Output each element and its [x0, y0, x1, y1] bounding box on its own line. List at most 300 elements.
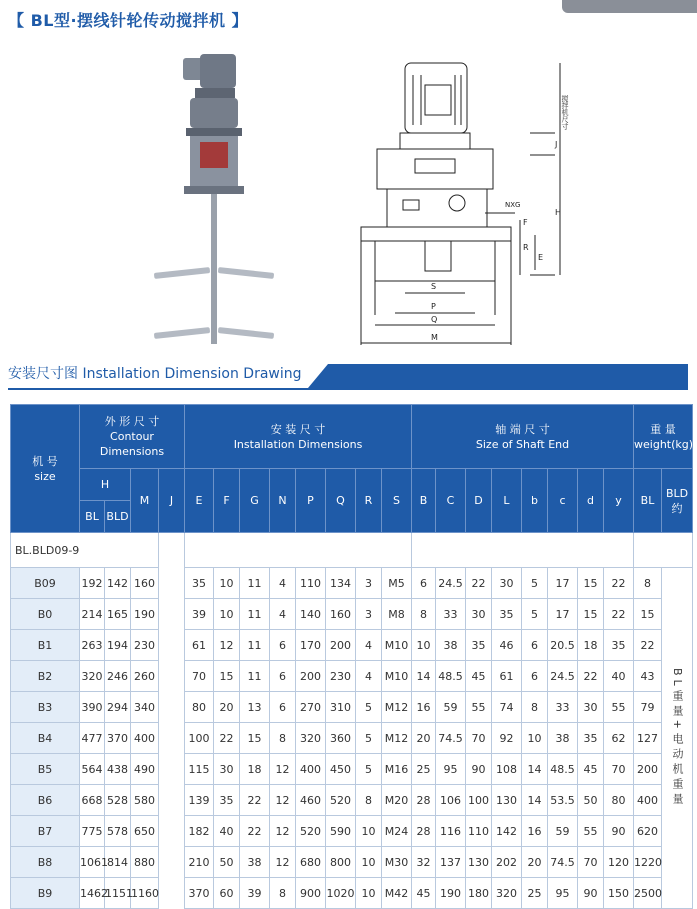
cell-l: 30: [492, 568, 522, 599]
cell-r: 10: [356, 816, 382, 847]
cell-p: 320: [296, 723, 326, 754]
table-row: [11, 692, 693, 723]
cell-s: M8: [382, 599, 412, 630]
header-y: y: [604, 469, 634, 533]
cell-h-bld: 528: [105, 785, 131, 816]
drawing-label-NXG: NXG: [505, 201, 521, 209]
cell-c: 59: [548, 816, 578, 847]
cell-j: [159, 568, 185, 599]
cell-d: 90: [578, 878, 604, 909]
cell-p: 170: [296, 630, 326, 661]
cell-b: 6: [412, 568, 436, 599]
cell-c: 33: [548, 692, 578, 723]
cell-b: 25: [522, 878, 548, 909]
cell-n: 8: [270, 878, 296, 909]
header-weight: [634, 405, 693, 469]
header-M: M: [131, 469, 159, 533]
dimension-table: [10, 404, 693, 909]
cell-c: 95: [436, 754, 466, 785]
header-weight-unit: 约: [671, 501, 683, 515]
cell-b: 45: [412, 878, 436, 909]
cell-l: 61: [492, 661, 522, 692]
cell-d: 35: [578, 723, 604, 754]
cell-n: 12: [270, 816, 296, 847]
cell-g: 22: [240, 816, 270, 847]
motor-body: [200, 54, 236, 88]
cell-h-bl: 263: [80, 630, 105, 661]
top-right-bar: [562, 0, 697, 13]
cell-c: 24.5: [436, 568, 466, 599]
cell-c: 48.5: [436, 661, 466, 692]
cell-d: 45: [466, 661, 492, 692]
cell-y: 70: [604, 754, 634, 785]
cell-s: M42: [382, 878, 412, 909]
cell-b: 6: [522, 630, 548, 661]
cell-y: 22: [604, 599, 634, 630]
cell-q: 200: [326, 630, 356, 661]
cell-s: M10: [382, 630, 412, 661]
cell-m: 230: [131, 630, 159, 661]
cell-g: 13: [240, 692, 270, 723]
subheader-weight-blank: [634, 533, 693, 568]
cell-w: 1220: [634, 847, 662, 878]
cell-n: 12: [270, 785, 296, 816]
cell-q: 134: [326, 568, 356, 599]
cell-s: M30: [382, 847, 412, 878]
cell-l: 320: [492, 878, 522, 909]
blade-upper-left: [154, 267, 210, 279]
header-b: b: [522, 469, 548, 533]
cell-c: 17: [548, 568, 578, 599]
header-contour: [80, 405, 185, 469]
header-weight-BLD: [662, 469, 693, 533]
cell-l: 92: [492, 723, 522, 754]
table-row: [11, 816, 693, 847]
cell-b: 10: [412, 630, 436, 661]
cell-c: 59: [436, 692, 466, 723]
drawing-label-S: S: [431, 282, 437, 291]
header-row-sub: [11, 469, 693, 501]
header-G: G: [240, 469, 270, 533]
header-Q: Q: [326, 469, 356, 533]
header-contour-en: Contour Dimensions: [99, 430, 165, 458]
cell-model: B8: [11, 847, 80, 878]
cell-g: 11: [240, 661, 270, 692]
cell-b: 28: [412, 816, 436, 847]
cell-w: 22: [634, 630, 662, 661]
cell-q: 520: [326, 785, 356, 816]
cell-m: 880: [131, 847, 159, 878]
cell-w: 79: [634, 692, 662, 723]
cell-f: 22: [214, 723, 240, 754]
header-R: R: [356, 469, 382, 533]
cell-f: 12: [214, 630, 240, 661]
cell-j: [159, 754, 185, 785]
cell-g: 39: [240, 878, 270, 909]
cell-p: 400: [296, 754, 326, 785]
header-contour-cn: 外 形 尺 寸: [104, 415, 160, 428]
cell-model: B1: [11, 630, 80, 661]
table-row: [11, 630, 693, 661]
subheader-install-blank: [185, 533, 412, 568]
cell-e: 100: [185, 723, 214, 754]
cell-r: 5: [356, 692, 382, 723]
cell-g: 22: [240, 785, 270, 816]
cell-f: 30: [214, 754, 240, 785]
cell-m: 490: [131, 754, 159, 785]
cell-y: 90: [604, 816, 634, 847]
cell-h-bld: 294: [105, 692, 131, 723]
header-row-group: [11, 405, 693, 469]
cell-f: 10: [214, 568, 240, 599]
cell-r: 10: [356, 847, 382, 878]
cell-s: M10: [382, 661, 412, 692]
cell-d: 22: [578, 661, 604, 692]
cell-h-bl: 668: [80, 785, 105, 816]
cell-j: [159, 661, 185, 692]
cell-n: 4: [270, 599, 296, 630]
cell-h-bl: 477: [80, 723, 105, 754]
cell-q: 230: [326, 661, 356, 692]
cell-s: M12: [382, 692, 412, 723]
cell-m: 160: [131, 568, 159, 599]
cell-c: 106: [436, 785, 466, 816]
header-H: H: [80, 469, 131, 501]
subheader-shaft-blank: [412, 533, 634, 568]
table-row: [11, 754, 693, 785]
installation-drawing: [355, 55, 580, 350]
agitator-shaft: [211, 194, 217, 344]
section-title-en: Installation Dimension Drawing: [82, 366, 302, 382]
cell-y: 55: [604, 692, 634, 723]
cell-r: 3: [356, 599, 382, 630]
cell-model: B3: [11, 692, 80, 723]
cell-y: 120: [604, 847, 634, 878]
cell-c: 74.5: [436, 723, 466, 754]
product-photo: [150, 50, 280, 350]
cell-w: 400: [634, 785, 662, 816]
cell-m: 260: [131, 661, 159, 692]
cell-m: 190: [131, 599, 159, 630]
section-underline: [8, 388, 688, 390]
cell-c: 48.5: [548, 754, 578, 785]
cell-y: 80: [604, 785, 634, 816]
header-shaft-cn: 轴 端 尺 寸: [495, 422, 550, 436]
cell-d: 90: [466, 754, 492, 785]
cell-p: 110: [296, 568, 326, 599]
cell-d: 50: [578, 785, 604, 816]
cell-p: 680: [296, 847, 326, 878]
section-tab: [308, 364, 688, 388]
cell-c: 53.5: [548, 785, 578, 816]
cell-b: 25: [412, 754, 436, 785]
cell-b: 16: [412, 692, 436, 723]
cell-g: 11: [240, 599, 270, 630]
header-F: F: [214, 469, 240, 533]
header-E: E: [185, 469, 214, 533]
cell-s: M16: [382, 754, 412, 785]
cell-q: 160: [326, 599, 356, 630]
header-d: d: [578, 469, 604, 533]
cell-h-bl: 214: [80, 599, 105, 630]
cell-d: 15: [578, 599, 604, 630]
cell-y: 150: [604, 878, 634, 909]
cell-g: 15: [240, 723, 270, 754]
subheader-label: BL.BLD09-9: [11, 533, 159, 568]
cell-d: 18: [578, 630, 604, 661]
cell-n: 12: [270, 847, 296, 878]
header-model-cn: 机 号: [32, 454, 58, 468]
cell-w: 2500: [634, 878, 662, 909]
cell-f: 35: [214, 785, 240, 816]
cell-n: 4: [270, 568, 296, 599]
table-body: [11, 533, 693, 909]
cell-l: 142: [492, 816, 522, 847]
cell-q: 800: [326, 847, 356, 878]
section-header: [8, 360, 688, 390]
cell-h-bld: 438: [105, 754, 131, 785]
weight-note: BL重量+电动机重量: [662, 568, 693, 909]
cell-f: 15: [214, 661, 240, 692]
table-row: [11, 785, 693, 816]
cell-model: B9: [11, 878, 80, 909]
cell-n: 6: [270, 692, 296, 723]
cell-h-bl: 1061: [80, 847, 105, 878]
cell-h-bl: 564: [80, 754, 105, 785]
cell-c: 38: [548, 723, 578, 754]
cell-h-bld: 814: [105, 847, 131, 878]
header-install-en: Installation Dimensions: [233, 437, 363, 451]
cell-m: 580: [131, 785, 159, 816]
drawing-label-E: E: [538, 253, 544, 262]
cell-r: 3: [356, 568, 382, 599]
cell-f: 40: [214, 816, 240, 847]
cell-c: 33: [436, 599, 466, 630]
cell-h-bld: 194: [105, 630, 131, 661]
cell-b: 10: [522, 723, 548, 754]
cell-w: 15: [634, 599, 662, 630]
cell-model: B4: [11, 723, 80, 754]
cell-l: 35: [492, 599, 522, 630]
cell-b: 14: [522, 754, 548, 785]
cell-c: 17: [548, 599, 578, 630]
header-model: [11, 405, 80, 533]
table-row: [11, 599, 693, 630]
cell-h-bl: 390: [80, 692, 105, 723]
cell-model: B2: [11, 661, 80, 692]
cell-l: 130: [492, 785, 522, 816]
cell-c: 20.5: [548, 630, 578, 661]
cell-l: 108: [492, 754, 522, 785]
blade-lower-right: [218, 327, 274, 339]
header-weight-en: weight(kg): [634, 437, 694, 451]
cell-d: 45: [578, 754, 604, 785]
header-J: J: [159, 469, 185, 533]
section-title: [8, 363, 302, 383]
cell-b: 8: [522, 692, 548, 723]
cell-model: B09: [11, 568, 80, 599]
cell-r: 4: [356, 661, 382, 692]
page-title: 【 BL型·摆线针轮传动搅拌机 】: [8, 11, 249, 30]
cell-d: 30: [466, 599, 492, 630]
cell-w: 127: [634, 723, 662, 754]
cell-b: 5: [522, 599, 548, 630]
subheader-row: [11, 533, 693, 568]
drawing-label-R: R: [523, 243, 529, 252]
cell-h-bl: 192: [80, 568, 105, 599]
cell-e: 80: [185, 692, 214, 723]
section-title-cn: 安装尺寸图: [8, 366, 78, 382]
cell-d: 35: [466, 630, 492, 661]
cell-e: 210: [185, 847, 214, 878]
cell-j: [159, 692, 185, 723]
cell-e: 139: [185, 785, 214, 816]
cell-y: 35: [604, 630, 634, 661]
cell-h-bl: 320: [80, 661, 105, 692]
cell-j: [159, 878, 185, 909]
cell-m: 1160: [131, 878, 159, 909]
cell-b: 32: [412, 847, 436, 878]
cell-r: 4: [356, 630, 382, 661]
cell-y: 40: [604, 661, 634, 692]
cell-n: 12: [270, 754, 296, 785]
cell-c: 95: [548, 878, 578, 909]
cell-q: 360: [326, 723, 356, 754]
drawing-label-F: F: [523, 218, 528, 227]
cell-d: 180: [466, 878, 492, 909]
cell-w: 8: [634, 568, 662, 599]
cell-c: 137: [436, 847, 466, 878]
cell-y: 22: [604, 568, 634, 599]
cell-r: 10: [356, 878, 382, 909]
cell-d: 55: [578, 816, 604, 847]
mounting-flange: [184, 186, 244, 194]
cell-s: M24: [382, 816, 412, 847]
table-row: [11, 568, 693, 599]
header-shaft: [412, 405, 634, 469]
cell-b: 28: [412, 785, 436, 816]
cell-d: 100: [466, 785, 492, 816]
header-weight-BL: BL: [634, 469, 662, 533]
cell-p: 900: [296, 878, 326, 909]
cell-h-bl: 1462: [80, 878, 105, 909]
table-row: [11, 847, 693, 878]
header-H-BLD: BLD: [105, 501, 131, 533]
cell-q: 590: [326, 816, 356, 847]
cell-model: B6: [11, 785, 80, 816]
cell-c: 116: [436, 816, 466, 847]
cell-c: 24.5: [548, 661, 578, 692]
cell-g: 11: [240, 630, 270, 661]
cell-j: [159, 630, 185, 661]
subheader-gap: [159, 533, 185, 568]
drawing-label-J: J: [555, 140, 558, 149]
cell-j: [159, 816, 185, 847]
cell-b: 14: [522, 785, 548, 816]
cell-j: [159, 599, 185, 630]
drawing-label-M: M: [431, 333, 438, 342]
header-c: c: [548, 469, 578, 533]
header-P: P: [296, 469, 326, 533]
cell-m: 650: [131, 816, 159, 847]
cell-d: 110: [466, 816, 492, 847]
cell-y: 62: [604, 723, 634, 754]
header-N: N: [270, 469, 296, 533]
blade-lower-left: [154, 327, 210, 339]
header-weight-cn: 重 量: [650, 422, 676, 436]
cell-d: 70: [578, 847, 604, 878]
cell-w: 43: [634, 661, 662, 692]
cell-h-bld: 246: [105, 661, 131, 692]
header-D: D: [466, 469, 492, 533]
cell-l: 74: [492, 692, 522, 723]
table-row: [11, 661, 693, 692]
cell-g: 11: [240, 568, 270, 599]
cell-b: 5: [522, 568, 548, 599]
cell-j: [159, 723, 185, 754]
cell-q: 310: [326, 692, 356, 723]
cell-b: 14: [412, 661, 436, 692]
cell-c: 74.5: [548, 847, 578, 878]
cell-q: 450: [326, 754, 356, 785]
cell-n: 8: [270, 723, 296, 754]
cell-s: M12: [382, 723, 412, 754]
cell-m: 400: [131, 723, 159, 754]
header-S: S: [382, 469, 412, 533]
cell-w: 620: [634, 816, 662, 847]
coupling-red: [200, 142, 228, 168]
cell-s: M20: [382, 785, 412, 816]
cell-m: 340: [131, 692, 159, 723]
cell-b: 20: [522, 847, 548, 878]
cell-p: 270: [296, 692, 326, 723]
cell-d: 15: [578, 568, 604, 599]
cell-p: 460: [296, 785, 326, 816]
cell-q: 1020: [326, 878, 356, 909]
cell-e: 182: [185, 816, 214, 847]
cell-e: 115: [185, 754, 214, 785]
cell-b: 6: [522, 661, 548, 692]
cell-d: 70: [466, 723, 492, 754]
drawing-label-side-note: 搅拌机尺寸: [561, 95, 569, 130]
cell-model: B7: [11, 816, 80, 847]
header-L: L: [492, 469, 522, 533]
header-weight-BLD-label: BLD: [665, 486, 689, 500]
header-install: [185, 405, 412, 469]
table-head: [11, 405, 693, 533]
gear-reducer: [190, 98, 238, 128]
cell-p: 520: [296, 816, 326, 847]
drawing-label-Q: Q: [431, 315, 438, 324]
cell-s: M5: [382, 568, 412, 599]
cell-n: 6: [270, 630, 296, 661]
cell-e: 39: [185, 599, 214, 630]
cell-h-bld: 1151: [105, 878, 131, 909]
cell-p: 140: [296, 599, 326, 630]
drawing-label-H: H: [555, 208, 562, 217]
cell-w: 200: [634, 754, 662, 785]
cell-model: B5: [11, 754, 80, 785]
cell-f: 60: [214, 878, 240, 909]
cell-c: 38: [436, 630, 466, 661]
header-shaft-en: Size of Shaft End: [475, 437, 570, 451]
cell-e: 370: [185, 878, 214, 909]
header-H-BL: BL: [80, 501, 105, 533]
drawing-label-P: P: [431, 302, 436, 311]
cell-l: 202: [492, 847, 522, 878]
cell-d: 30: [578, 692, 604, 723]
cell-h-bld: 370: [105, 723, 131, 754]
